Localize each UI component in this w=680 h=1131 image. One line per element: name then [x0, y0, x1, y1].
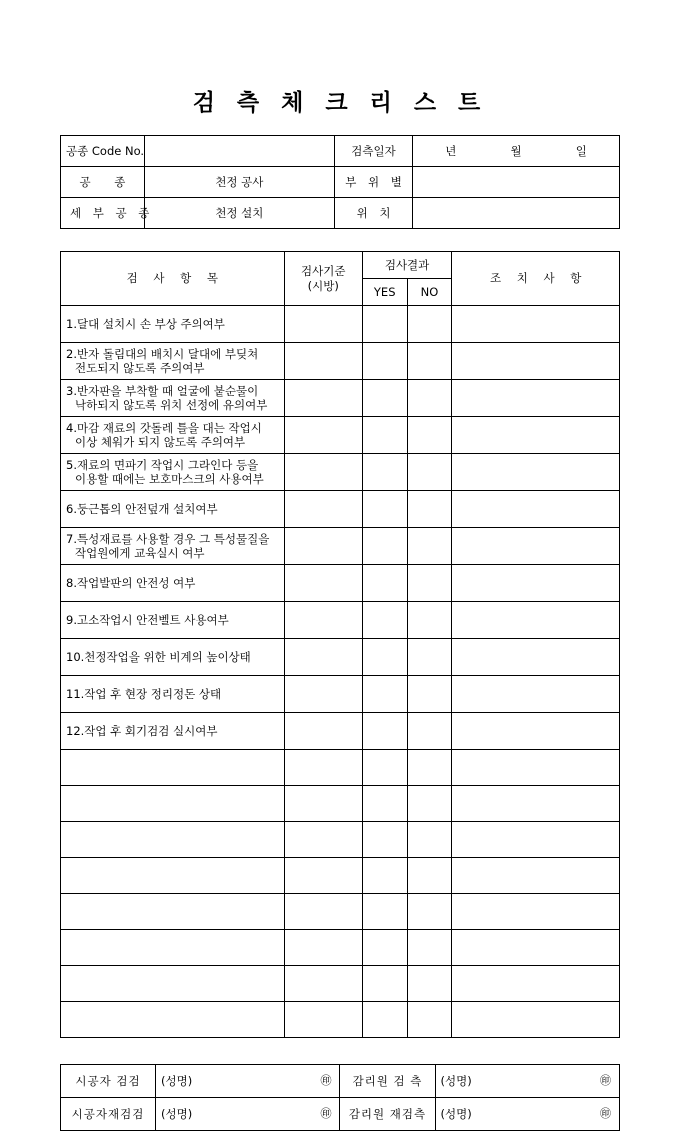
checklist-standard-cell[interactable]: [284, 565, 362, 602]
checklist-no-cell[interactable]: [407, 786, 452, 822]
date-month-label: 월: [510, 143, 522, 158]
checklist-no-cell[interactable]: [407, 565, 452, 602]
table-header-row: [61, 252, 620, 279]
checklist-standard-cell[interactable]: [284, 750, 362, 786]
checklist-action-cell[interactable]: [452, 676, 620, 713]
checklist-standard-cell[interactable]: [284, 676, 362, 713]
checklist-yes-cell[interactable]: [362, 602, 407, 639]
checklist-item-line2: 이상 체워가 되지 않도록 주의여부: [75, 435, 246, 449]
label-work-type: 공 종: [61, 167, 145, 198]
checklist-action-cell[interactable]: [452, 822, 620, 858]
table-row: [61, 639, 620, 676]
table-row: [61, 454, 620, 491]
label-supervisor-check: 감리원 검 측: [340, 1065, 435, 1098]
value-inspect-date[interactable]: [413, 136, 620, 167]
checklist-action-cell[interactable]: [452, 528, 620, 565]
field-supervisor-recheck-name[interactable]: [435, 1098, 620, 1131]
header-info-table: [60, 135, 620, 229]
checklist-action-cell[interactable]: [452, 380, 620, 417]
checklist-item-line2: 작업원에게 교육실시 여부: [75, 546, 205, 560]
page-title: 검 측 체 크 리 스 트: [192, 89, 488, 116]
table-row: [61, 198, 620, 229]
table-row: [61, 343, 620, 380]
checklist-yes-cell[interactable]: [362, 528, 407, 565]
seal-icon: ㊞: [600, 1107, 611, 1121]
seal-icon: ㊞: [600, 1074, 611, 1088]
checklist-item-cell[interactable]: [61, 1002, 285, 1038]
checklist-action-cell[interactable]: [452, 491, 620, 528]
checklist-item-text: [61, 528, 285, 565]
supervisor-check-name-text: (성명): [440, 1073, 472, 1088]
checklist-item-cell[interactable]: [61, 930, 285, 966]
table-row: [61, 713, 620, 750]
checklist-standard-cell[interactable]: [284, 966, 362, 1002]
value-detail-work-type[interactable]: 천정 설치: [144, 198, 334, 229]
checklist-item-text: [61, 343, 285, 380]
checklist-yes-cell[interactable]: [362, 750, 407, 786]
checklist-no-cell[interactable]: [407, 750, 452, 786]
checklist-no-cell[interactable]: [407, 639, 452, 676]
value-location[interactable]: [413, 198, 620, 229]
signature-table: [60, 1064, 620, 1131]
table-row: [61, 136, 620, 167]
checklist-action-cell[interactable]: [452, 750, 620, 786]
checklist-yes-cell[interactable]: [362, 786, 407, 822]
checklist-action-cell[interactable]: [452, 454, 620, 491]
checklist-yes-cell[interactable]: [362, 639, 407, 676]
checklist-yes-cell[interactable]: [362, 306, 407, 343]
checklist-standard-cell[interactable]: [284, 930, 362, 966]
table-row: [61, 491, 620, 528]
column-header-yes: YES: [362, 279, 407, 306]
checklist-yes-cell[interactable]: [362, 454, 407, 491]
checklist-item-text: [61, 306, 285, 343]
label-contractor-recheck: 시공자재검검: [61, 1098, 156, 1131]
checklist-item-line2: 이용할 때에는 보호마스크의 사용여부: [75, 472, 264, 486]
table-row-blank: [61, 750, 620, 786]
checklist-standard-cell[interactable]: [284, 1002, 362, 1038]
checklist-action-cell[interactable]: [452, 713, 620, 750]
checklist-item-line2: 전도되지 않도록 주의여부: [75, 361, 205, 375]
checklist-yes-cell[interactable]: [362, 1002, 407, 1038]
label-location: 위 치: [334, 198, 412, 229]
checklist-item-text: [61, 417, 285, 454]
standard-line-2: (시방): [307, 278, 339, 293]
checklist-item-text: [61, 565, 285, 602]
checklist-no-cell[interactable]: [407, 417, 452, 454]
checklist-no-cell[interactable]: [407, 491, 452, 528]
table-row: [61, 417, 620, 454]
checklist-item-cell[interactable]: [61, 858, 285, 894]
seal-icon: ㊞: [320, 1074, 332, 1088]
column-header-standard: [284, 252, 362, 306]
table-row: [61, 676, 620, 713]
table-row-blank: [61, 930, 620, 966]
checklist-yes-cell[interactable]: [362, 676, 407, 713]
checklist-yes-cell[interactable]: [362, 343, 407, 380]
table-row-blank: [61, 858, 620, 894]
checklist-item-text: [61, 454, 285, 491]
field-supervisor-check-name[interactable]: [435, 1065, 620, 1098]
table-row-blank: [61, 966, 620, 1002]
checklist-action-cell[interactable]: [452, 343, 620, 380]
table-row-blank: [61, 894, 620, 930]
checklist-item-line1: 9.고소작업시 안전벨트 사용여부: [66, 612, 229, 627]
checklist-standard-cell[interactable]: [284, 639, 362, 676]
checklist-standard-cell[interactable]: [284, 454, 362, 491]
checklist-no-cell[interactable]: [407, 822, 452, 858]
checklist-item-line1: 8.작업발판의 안전성 여부: [66, 575, 196, 590]
checklist-standard-cell[interactable]: [284, 894, 362, 930]
checklist-action-cell[interactable]: [452, 1002, 620, 1038]
checklist-yes-cell[interactable]: [362, 822, 407, 858]
checklist-yes-cell[interactable]: [362, 930, 407, 966]
checklist-no-cell[interactable]: [407, 528, 452, 565]
checklist-item-text: [61, 491, 285, 528]
checklist-item-line1: 11.작업 후 현장 정리정돈 상태: [66, 686, 222, 701]
checklist-table: [60, 251, 620, 1038]
column-header-result: 검사결과: [362, 252, 451, 279]
checklist-no-cell[interactable]: [407, 930, 452, 966]
checklist-standard-cell[interactable]: [284, 822, 362, 858]
table-row-blank: [61, 1002, 620, 1038]
checklist-action-cell[interactable]: [452, 930, 620, 966]
value-work-type[interactable]: 천정 공사: [144, 167, 334, 198]
checklist-item-line2: 낙하되지 않도록 위치 선정에 유의여부: [75, 398, 268, 412]
table-row: [61, 528, 620, 565]
checklist-no-cell[interactable]: [407, 713, 452, 750]
checklist-body: [61, 306, 620, 1038]
label-code-no: 공종 Code No.: [61, 136, 145, 167]
document-page: [0, 84, 680, 1121]
checklist-yes-cell[interactable]: [362, 417, 407, 454]
checklist-standard-cell[interactable]: [284, 602, 362, 639]
checklist-action-cell[interactable]: [452, 602, 620, 639]
table-row: [61, 1065, 620, 1098]
table-row: [61, 380, 620, 417]
date-year-label: 년: [445, 143, 457, 158]
value-code-no[interactable]: [144, 136, 334, 167]
checklist-item-line1: 5.재료의 면파기 작업시 그라인다 등을: [66, 457, 259, 472]
checklist-action-cell[interactable]: [452, 786, 620, 822]
checklist-item-text: [61, 602, 285, 639]
checklist-action-cell[interactable]: [452, 894, 620, 930]
checklist-item-cell[interactable]: [61, 750, 285, 786]
checklist-item-text: [61, 676, 285, 713]
checklist-yes-cell[interactable]: [362, 491, 407, 528]
checklist-item-text: [61, 639, 285, 676]
table-row: [61, 167, 620, 198]
checklist-item-line1: 7.특성재료를 사용할 경우 그 특성물질을: [66, 531, 270, 546]
date-day-label: 일: [575, 143, 587, 158]
checklist-no-cell[interactable]: [407, 966, 452, 1002]
label-detail-work-type: 세 부 공 종: [61, 198, 145, 229]
table-row: [61, 306, 620, 343]
label-part: 부 위 별: [334, 167, 412, 198]
checklist-standard-cell[interactable]: [284, 306, 362, 343]
table-row-blank: [61, 786, 620, 822]
checklist-yes-cell[interactable]: [362, 713, 407, 750]
checklist-item-text: [61, 380, 285, 417]
table-row: [61, 602, 620, 639]
field-contractor-check-name[interactable]: [156, 1065, 340, 1098]
label-contractor-check: 시공자 검검: [61, 1065, 156, 1098]
checklist-item-line1: 6.둥근톱의 안전덮개 설치여부: [66, 501, 218, 516]
checklist-action-cell[interactable]: [452, 966, 620, 1002]
checklist-standard-cell[interactable]: [284, 858, 362, 894]
column-header-item: 검 사 항 목: [61, 252, 285, 306]
checklist-item-line1: 12.작업 후 회기검검 실시여부: [66, 723, 218, 738]
checklist-no-cell[interactable]: [407, 1002, 452, 1038]
checklist-no-cell[interactable]: [407, 676, 452, 713]
checklist-no-cell[interactable]: [407, 380, 452, 417]
checklist-no-cell[interactable]: [407, 454, 452, 491]
supervisor-recheck-name-text: (성명): [440, 1106, 472, 1121]
checklist-standard-cell[interactable]: [284, 417, 362, 454]
checklist-no-cell[interactable]: [407, 306, 452, 343]
checklist-item-cell[interactable]: [61, 822, 285, 858]
column-header-no: NO: [407, 279, 452, 306]
checklist-yes-cell[interactable]: [362, 380, 407, 417]
checklist-no-cell[interactable]: [407, 602, 452, 639]
checklist-item-line1: 1.달대 설치시 손 부상 주의여부: [66, 316, 225, 331]
checklist-action-cell[interactable]: [452, 858, 620, 894]
contractor-check-name-text: (성명): [161, 1073, 193, 1088]
table-row-blank: [61, 822, 620, 858]
checklist-no-cell[interactable]: [407, 858, 452, 894]
checklist-item-line1: 3.반자판을 부착할 때 얼굴에 붙순물이: [66, 383, 259, 398]
label-inspect-date: 검측일자: [334, 136, 412, 167]
seal-icon: ㊞: [320, 1107, 332, 1121]
table-row: [61, 565, 620, 602]
checklist-standard-cell[interactable]: [284, 713, 362, 750]
checklist-yes-cell[interactable]: [362, 565, 407, 602]
checklist-yes-cell[interactable]: [362, 894, 407, 930]
checklist-standard-cell[interactable]: [284, 528, 362, 565]
checklist-item-line1: 4.마감 재료의 갓돌레 틀을 대는 작업시: [66, 420, 262, 435]
checklist-action-cell[interactable]: [452, 639, 620, 676]
checklist-no-cell[interactable]: [407, 343, 452, 380]
value-part[interactable]: [413, 167, 620, 198]
checklist-item-line1: 10.천정작업을 위한 비계의 높이상태: [66, 649, 251, 664]
checklist-standard-cell[interactable]: [284, 380, 362, 417]
checklist-item-cell[interactable]: [61, 786, 285, 822]
checklist-item-cell[interactable]: [61, 894, 285, 930]
checklist-item-line1: 2.반자 돌림대의 배치시 달대에 부딪쳐: [66, 346, 259, 361]
column-header-action: 조 치 사 항: [452, 252, 620, 306]
checklist-standard-cell[interactable]: [284, 786, 362, 822]
checklist-item-cell[interactable]: [61, 966, 285, 1002]
table-row: [61, 1098, 620, 1131]
field-contractor-recheck-name[interactable]: [156, 1098, 340, 1131]
checklist-action-cell[interactable]: [452, 565, 620, 602]
checklist-standard-cell[interactable]: [284, 343, 362, 380]
checklist-standard-cell[interactable]: [284, 491, 362, 528]
label-supervisor-recheck: 감리원 재검측: [340, 1098, 435, 1131]
checklist-yes-cell[interactable]: [362, 966, 407, 1002]
checklist-yes-cell[interactable]: [362, 858, 407, 894]
checklist-item-text: [61, 713, 285, 750]
checklist-action-cell[interactable]: [452, 417, 620, 454]
checklist-action-cell[interactable]: [452, 306, 620, 343]
standard-line-1: 검사기준: [301, 264, 346, 279]
checklist-no-cell[interactable]: [407, 894, 452, 930]
contractor-recheck-name-text: (성명): [161, 1106, 193, 1121]
